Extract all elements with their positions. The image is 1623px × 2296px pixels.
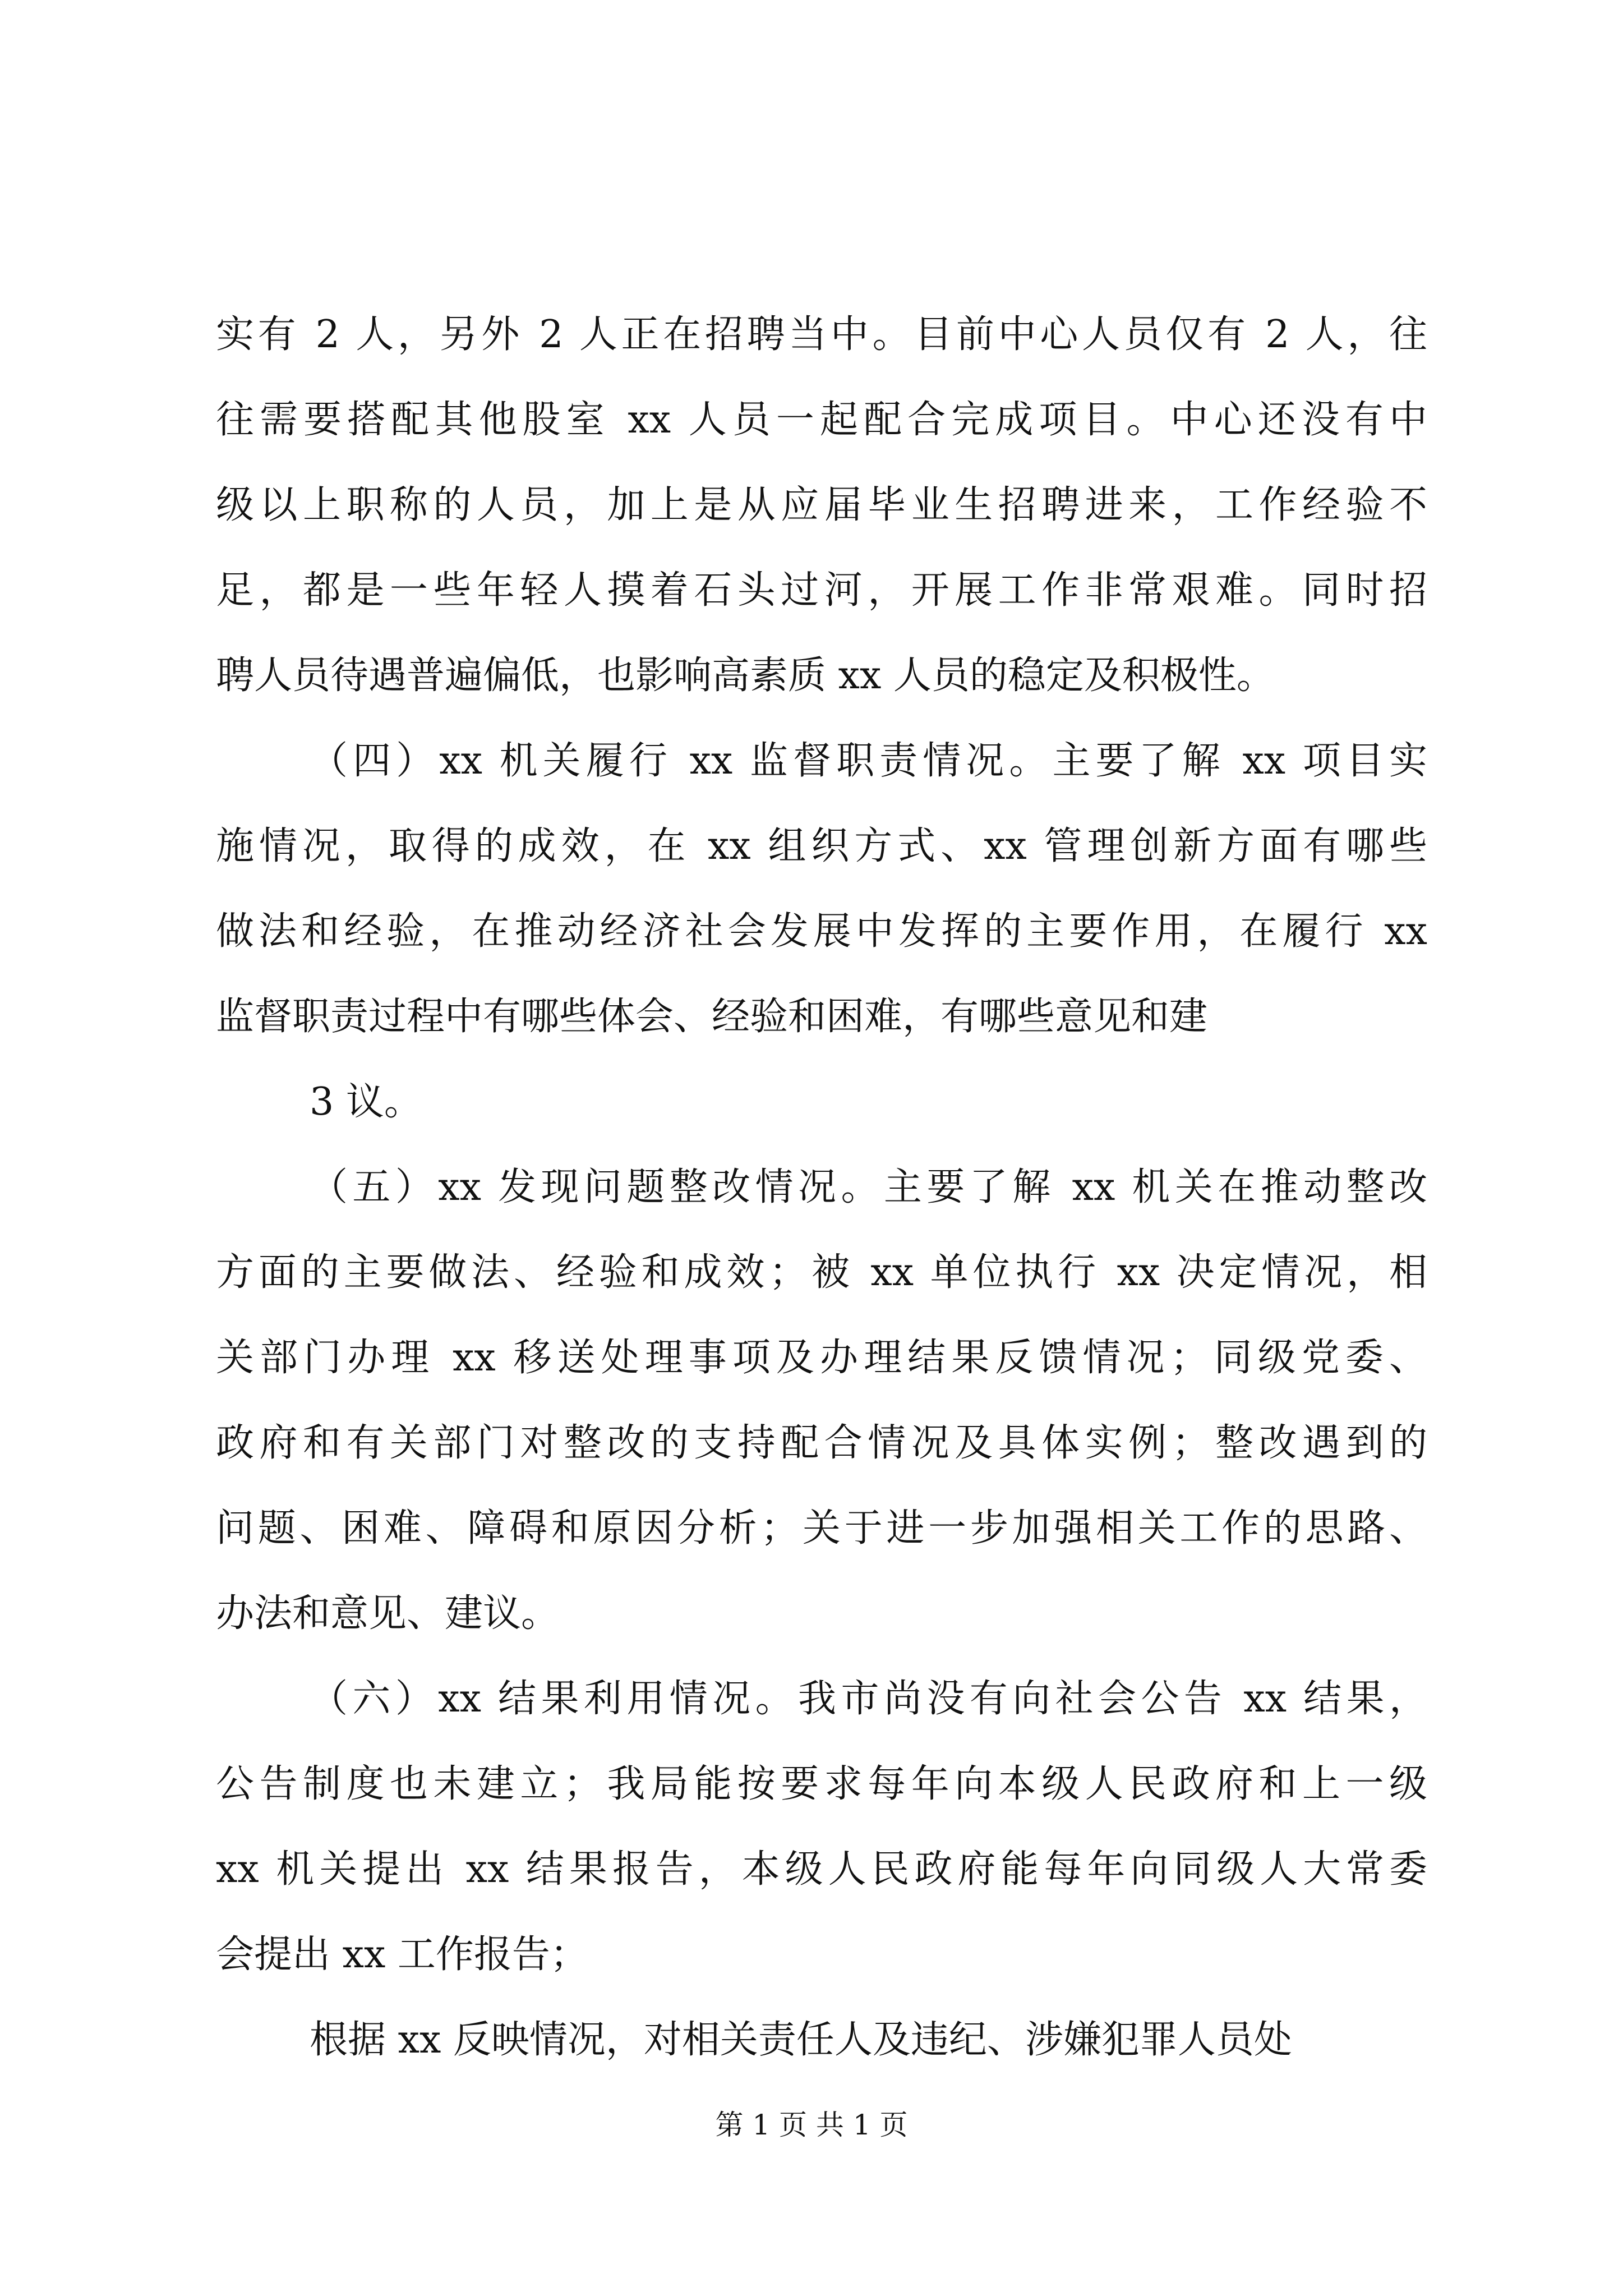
body-line: 级以上职称的人员，加上是从应届毕业生招聘进来，工作经验不 [216,483,1427,527]
body-line: 关部门办理 xx 移送处理事项及办理结果反馈情况；同级党委、 [216,1336,1427,1380]
body-line: 施情况，取得的成效，在 xx 组织方式、xx 管理创新方面有哪些 [216,824,1427,868]
body-line: 办法和意见、建议。 [216,1591,560,1636]
section-heading-line: （五）xx 发现问题整改情况。主要了解 xx 机关在推动整改 [310,1165,1427,1209]
body-line: 做法和经验，在推动经济社会发展中发挥的主要作用，在履行 xx [216,909,1427,954]
body-line: xx 机关提出 xx 结果报告，本级人民政府能每年向同级人大常委 [216,1847,1427,1892]
body-line: 监督职责过程中有哪些体会、经验和困难，有哪些意见和建 [216,995,1208,1039]
body-line: 会提出 xx 工作报告； [216,1932,588,1977]
page-number-footer: 第 1 页 共 1 页 [715,2109,908,2141]
body-line: 聘人员待遇普遍偏低，也影响高素质 xx 人员的稳定及积极性。 [216,654,1275,698]
body-line: 政府和有关部门对整改的支持配合情况及具体实例；整改遇到的 [216,1421,1427,1465]
body-line: 公告制度也未建立；我局能按要求每年向本级人民政府和上一级 [216,1762,1427,1806]
body-line: 实有 2 人，另外 2 人正在招聘当中。目前中心人员仅有 2 人，往 [216,312,1427,357]
section-heading-line: （四）xx 机关履行 xx 监督职责情况。主要了解 xx 项目实 [310,739,1427,783]
body-line: 3 议。 [310,1080,422,1124]
body-line: 问题、困难、障碍和原因分析；关于进一步加强相关工作的思路、 [216,1506,1427,1550]
body-line: 往需要搭配其他股室 xx 人员一起配合完成项目。中心还没有中 [216,398,1427,442]
body-line: 根据 xx 反映情况，对相关责任人及违纪、涉嫌犯罪人员处 [310,2018,1292,2062]
body-line: 方面的主要做法、经验和成效；被 xx 单位执行 xx 决定情况，相 [216,1250,1427,1295]
body-line: 足，都是一些年轻人摸着石头过河，开展工作非常艰难。同时招 [216,568,1427,613]
section-heading-line: （六）xx 结果利用情况。我市尚没有向社会公告 xx 结果， [310,1677,1427,1721]
